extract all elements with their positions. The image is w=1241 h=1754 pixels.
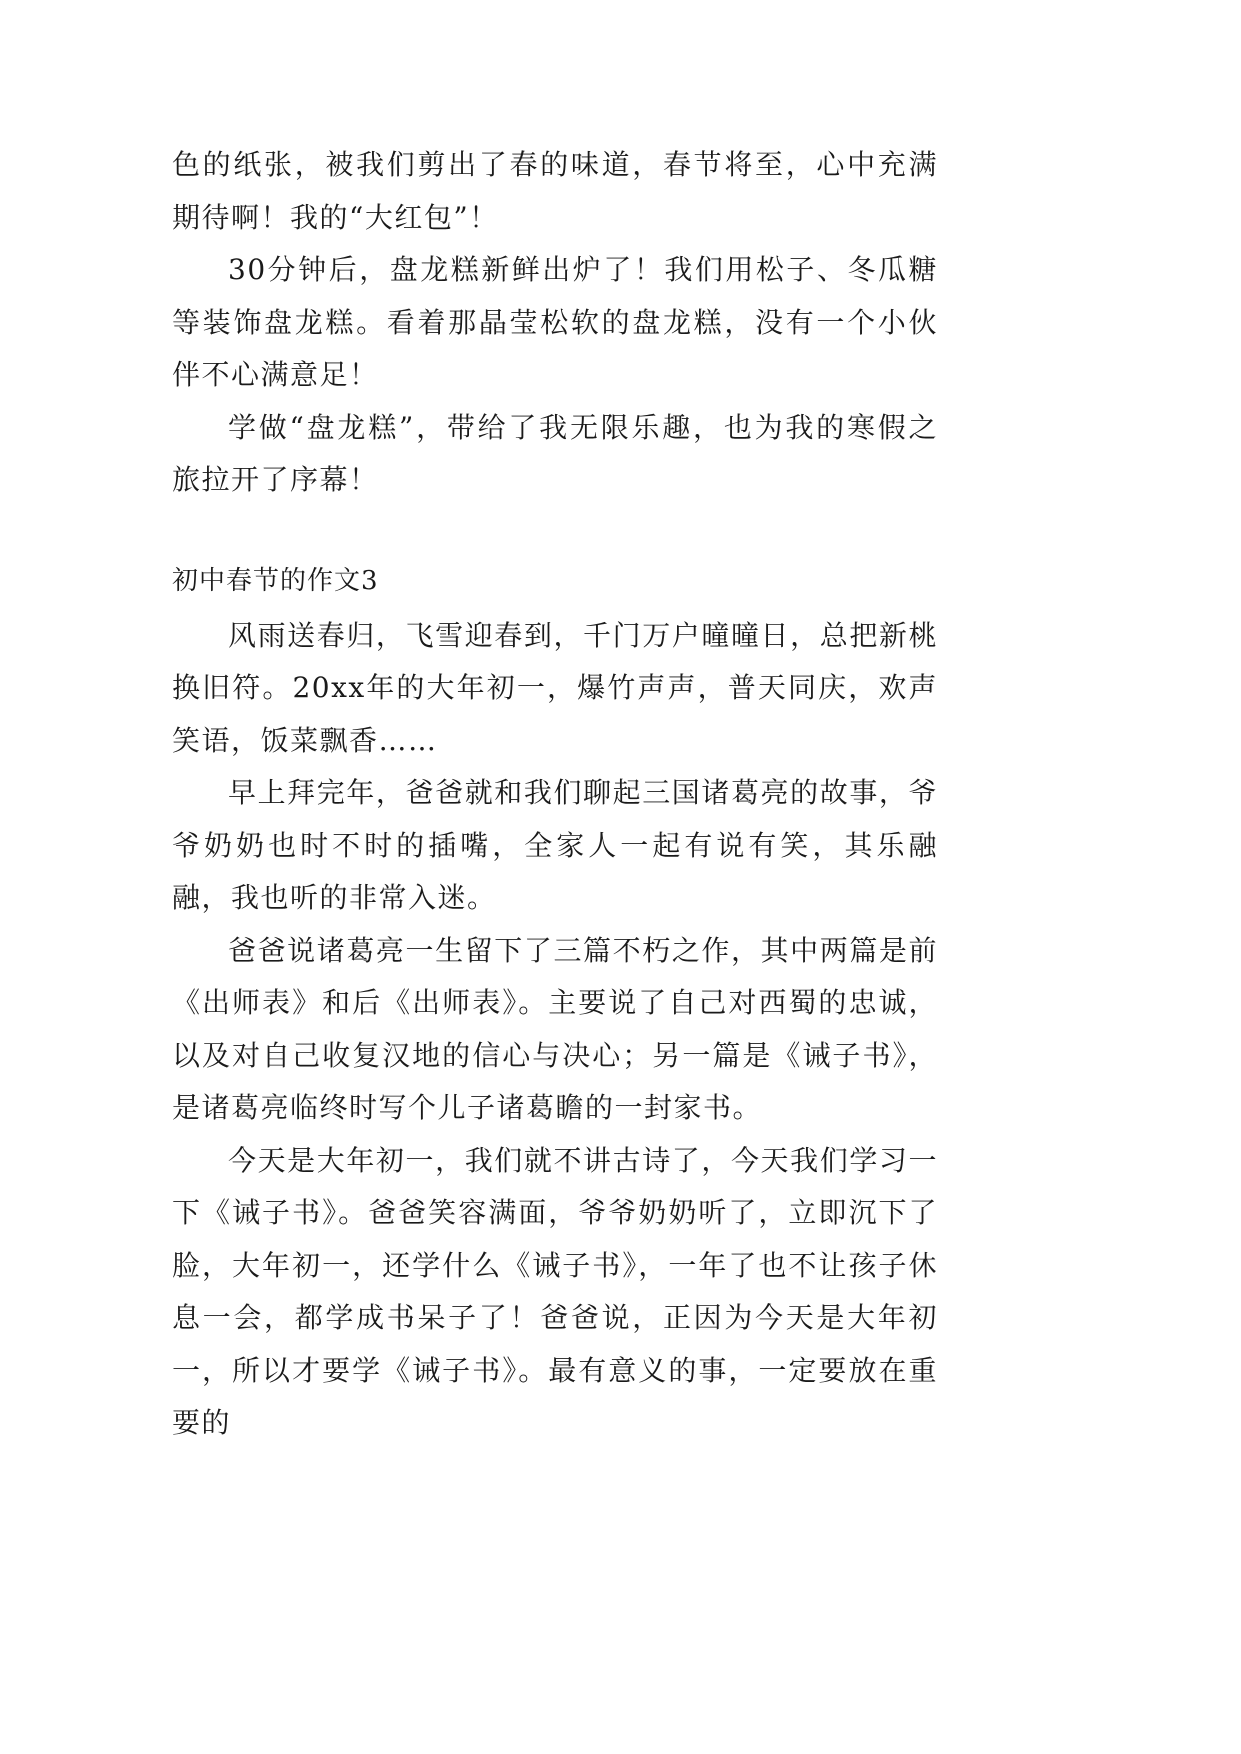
section-title: 初中春节的作文3 [172,565,379,596]
paragraph-panlong-cake-conclusion: 学做“盘龙糕”，带给了我无限乐趣，也为我的寒假之旅拉开了序幕！ [172,410,938,496]
paragraph-continuation: 色的纸张，被我们剪出了春的味道，春节将至，心中充满期待啊！我的“大红包”！ [172,148,938,234]
paragraph-zhuge-liang-story: 早上拜完年，爸爸就和我们聊起三国诸葛亮的故事，爷爷奶奶也时不时的插嘴，全家人一起有说有笑，其乐融融，我也听的非常入迷。 [172,776,938,914]
document-body [172,139,938,1450]
paragraph-admonition-lesson: 今天是大年初一，我们就不讲古诗了，今天我们学习一下《诫子书》。爸爸笑容满面，爷爷奶奶听了，立即沉下了脸，大年初一，还学什么《诫子书》，一年了也不让孩子休息一会，都学成书呆子了！爸爸说，正因为今天是大年初一，所以才要学《诫子书》。最有意义的事，一定要放在重要的 [172,1143,938,1439]
paragraph-new-year-intro: 风雨送春归，飞雪迎春到，千门万户曈曈日，总把新桃换旧符。20xx年的大年初一，爆竹声声，普天同庆，欢声笑语，饭菜飘香…… [172,618,938,757]
paragraph-three-masterpieces: 爸爸说诸葛亮一生留下了三篇不朽之作，其中两篇是前《出师表》和后《出师表》。主要说了自己对西蜀的忠诚，以及对自己收复汉地的信心与决心；另一篇是《诫子书》，是诸葛亮临终时写个儿子诸葛瞻的一封家书。 [172,933,938,1124]
paragraph-panlong-cake-baked: 30分钟后，盘龙糕新鲜出炉了！我们用松子、冬瓜糖等装饰盘龙糕。看着那晶莹松软的盘龙糕，没有一个小伙伴不心满意足！ [172,253,938,391]
